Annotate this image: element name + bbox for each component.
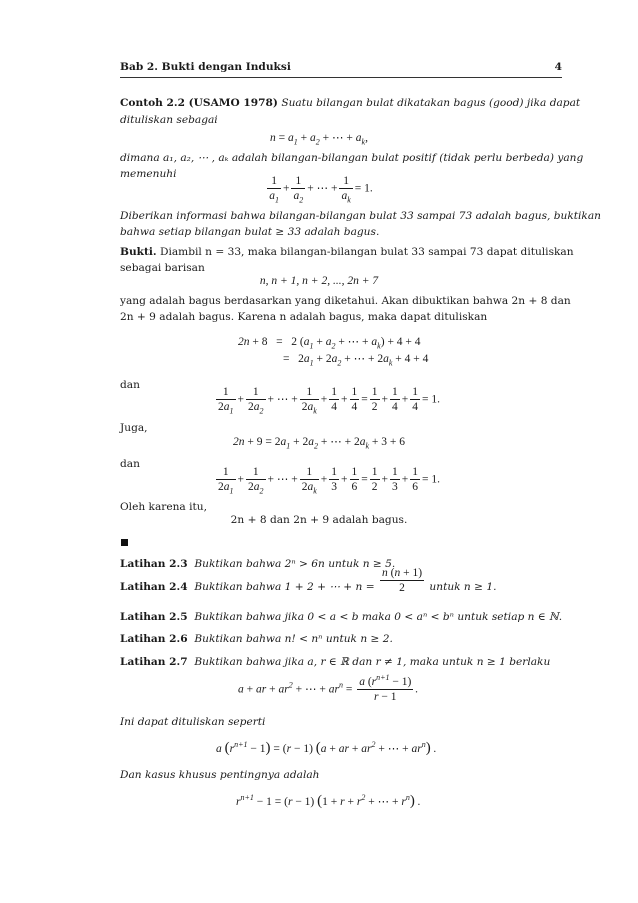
- page-number: 4: [554, 61, 562, 73]
- word-dan-2: dan: [120, 458, 140, 470]
- fraction-n-n-plus-1-over-2: $\frac{n (n + 1)}{2}$: [382, 567, 423, 595]
- example-text-1: dimana a₁, a₂, ⋯ , aₖ adalah bilangan-bilangan bulat positif (tidak perlu berbeda) yang: [120, 152, 584, 164]
- tail-line-1: Ini dapat dituliskan seperti: [120, 716, 266, 728]
- special-case-equation: $r^{n+1} - 1 = (r - 1) (1 + r + r^2$ + ⋯ + $r^n$) .: [236, 793, 421, 809]
- word-juga: Juga,: [120, 422, 148, 434]
- exercise-text: Buktikan bahwa 2ⁿ > 6n untuk n ≥ 5.: [194, 558, 396, 570]
- header-rule: [120, 77, 562, 78]
- proof-line-1: [120, 245, 574, 260]
- exercise-2-3: [120, 557, 395, 572]
- exercise-label: Latihan 2.6: [120, 633, 188, 645]
- exercise-2-7: [120, 655, 550, 670]
- exercise-2-4: [120, 567, 497, 596]
- sequence-equation: n, n + 1, n + 2, ..., 2n + 7: [259, 275, 379, 287]
- word-oleh: Oleh karena itu,: [120, 501, 207, 513]
- proof-label: Bukti.: [120, 246, 157, 258]
- proof-text-1: Diambil n = 33, maka bilangan-bilangan bulat 33 sampai 73 dapat dituliskan: [156, 246, 574, 258]
- eq-2n8-line2: = $2a_1 + 2a_2$ + ⋯ + $2a_k + 4 + 4$: [283, 353, 429, 368]
- exercise-label: Latihan 2.3: [120, 558, 188, 570]
- given-line-2: bahwa setiap bilangan bulat ≥ 33 adalah bagus.: [120, 226, 380, 238]
- word-dan-1: dan: [120, 379, 140, 391]
- exercise-text: Buktikan bahwa jika a, r ∈ ℝ dan r ≠ 1, maka untuk n ≥ 1 berlaku: [194, 656, 551, 668]
- exercise-text-tail: untuk n ≥ 1.: [429, 580, 497, 593]
- geometric-series-equation: a + ar + $ar^2$ + ⋯ + $ar^n$ = $\frac{a (r^{n+1} - 1)}{r - 1}$ .: [238, 673, 419, 704]
- equation-sum: $n = a_1 + a_2$ + ⋯ + $a_k$,: [270, 132, 368, 147]
- example-text-2: memenuhi: [120, 168, 177, 180]
- tail-line-2: Dan kasus khusus pentingnya adalah: [120, 769, 320, 781]
- exercise-label: Latihan 2.4: [120, 580, 188, 593]
- chapter-title: Bab 2. Bukti dengan Induksi: [120, 61, 291, 73]
- conclusion-equation: 2n + 8 dan 2n + 9 adalah bagus.: [230, 514, 408, 526]
- example-intro: Suatu bilangan bulat dikatakan bagus (good) jika dapat: [281, 97, 581, 109]
- exercise-text: Buktikan bahwa 1 + 2 + ⋯ + n =: [194, 580, 375, 593]
- example-label: Contoh 2.2 (USAMO 1978): [120, 97, 278, 109]
- exercise-label: Latihan 2.5: [120, 611, 188, 623]
- exercise-text: Buktikan bahwa jika 0 < a < b maka 0 < aⁿ < bⁿ untuk setiap n ∈ ℕ.: [194, 611, 563, 623]
- exercise-2-5: [120, 610, 562, 625]
- exercise-text: Buktikan bahwa n! < nⁿ untuk n ≥ 2.: [194, 633, 393, 645]
- running-header: [120, 60, 562, 76]
- eq-2n9: $2n + 9 = 2a_1 + 2a_2$ + ⋯ + $2a_k + 3 + 6$: [232, 436, 405, 451]
- proof-line-4: 2n + 9 adalah bagus. Karena n adalah bagus, maka dapat dituliskan: [120, 311, 488, 323]
- example-intro-cont: dituliskan sebagai: [120, 114, 218, 126]
- proof-line-2: sebagai barisan: [120, 262, 205, 274]
- example-heading-line: [120, 96, 580, 111]
- exercise-label: Latihan 2.7: [120, 656, 188, 668]
- eq-reciprocal-2n9: $\frac{1}{2a_1}$ + $\frac{1}{2a_2}$ + ⋯ + $\frac{1}{2a_k}$ + $\frac{1}{3}$ + $\frac{1}{6}$ = $\frac{1}{2}$ + $\frac{1}{3}$ + $\frac{1}{6}$ = 1.: [218, 466, 441, 496]
- eq-reciprocal-2n8: $\frac{1}{2a_1}$ + $\frac{1}{2a_2}$ + ⋯ + $\frac{1}{2a_k}$ + $\frac{1}{4}$ + $\frac{1}{4}$ = $\frac{1}{2}$ + $\frac{1}{4}$ + $\frac{1}{4}$ = 1.: [218, 386, 441, 416]
- equation-reciprocal-sum: $\frac{1}{a_1}$ + $\frac{1}{a_2}$ + ⋯ + $\frac{1}{a_k}$ = 1.: [269, 175, 373, 205]
- proof-line-3: yang adalah bagus berdasarkan yang diketahui. Akan dibuktikan bahwa 2n + 8 dan: [120, 295, 571, 307]
- given-line-1: Diberikan informasi bahwa bilangan-bilangan bulat 33 sampai 73 adalah bagus, buktikan: [120, 210, 601, 222]
- factor-equation: a $(r^{n+1} - 1) = (r - 1) (a$ + ar + $ar^2$ + ⋯ + $ar^n$) .: [216, 740, 437, 756]
- eq-2n8-line1: 2n + 8 = 2 ($a_1 + a_2$ + ⋯ + $a_k) + 4 + 4$: [238, 336, 421, 351]
- exercise-2-6: [120, 632, 393, 647]
- qed-square-icon: [121, 539, 128, 546]
